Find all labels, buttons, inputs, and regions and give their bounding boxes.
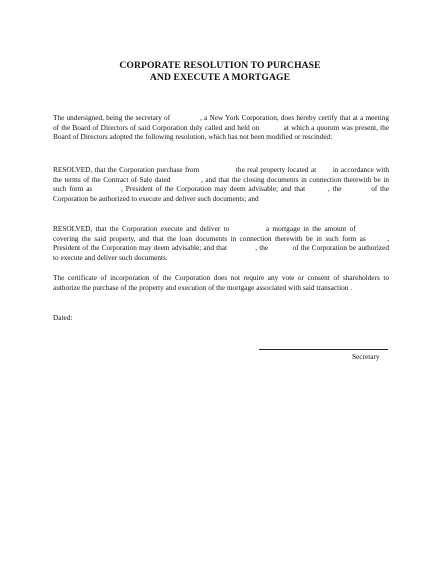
p3-text-c: covering the said property, and that the loan documents in connection therewith be in such form as [53, 233, 366, 243]
p2-text-g: of the Corporation be authorized to execute and deliver such documents; and [53, 184, 389, 204]
document-title [0, 60, 440, 84]
title-line-1: CORPORATE RESOLUTION TO PURCHASE [119, 60, 321, 71]
p3-text-d: , President of the Corporation may deem advisable; and that [53, 233, 389, 253]
dated-label: Dated: [53, 313, 73, 322]
p2-text-f: , the [327, 184, 342, 194]
shareholder-consent-paragraph: The certificate of incorporation of the Corporation does not require any vote or consent of shareholders to authorize the purchase of the property and execution of the mortgage associated with said transaction . [53, 273, 389, 292]
signature-label: Secretary [352, 352, 380, 361]
p2-text-c: in accordance with the terms of the Contract of Sale dated [53, 165, 389, 184]
p2-text-b: the real property located at [235, 165, 317, 174]
p1-text-a: The undersigned, being the secretary of [53, 113, 171, 122]
p3-text-a: RESOLVED, that the Corporation execute and deliver to [53, 224, 230, 233]
p3-text-e: , the [255, 243, 269, 253]
p3-text-b: a mortgage in the amount of [265, 224, 356, 233]
resolution-purchase-paragraph [53, 165, 389, 204]
certification-paragraph [53, 113, 389, 142]
p3-text-f: of the Corporation be authorized to execute and deliver such documents. [53, 243, 390, 263]
p1-text-c: at which a quorum was present, the Board of Directors adopted the following resolution, which has not been modified or rescinded: [53, 122, 390, 142]
p2-text-d: , and that the closing documents in connection therewith be in such form as [53, 174, 390, 194]
p2-text-e: , President of the Corporation may deem advisable; and that [121, 184, 306, 194]
title-line-2: AND EXECUTE A MORTGAGE [149, 72, 291, 83]
signature-line [259, 349, 388, 350]
p1-text-b: , a New York Corporation, does hereby certify that at a meeting of the Board of Directors of said Corporation duly called and held on [53, 113, 389, 132]
resolution-mortgage-paragraph [53, 224, 389, 263]
p2-text-a: RESOLVED, that the Corporation purchase from [53, 165, 200, 174]
